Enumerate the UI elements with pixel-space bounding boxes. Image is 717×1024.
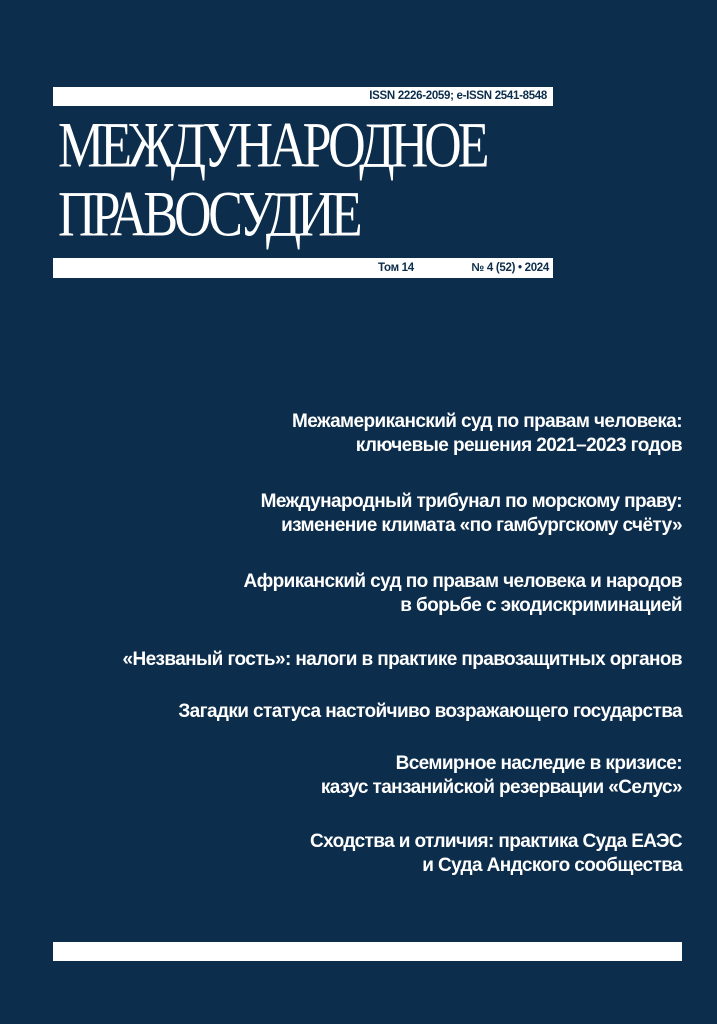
headline-item: [321, 752, 682, 800]
issue-bar: [53, 258, 553, 278]
headline-item: [122, 648, 682, 672]
headline-item: [310, 830, 682, 878]
headline-line: Международный трибунал по морскому праву:: [260, 491, 682, 512]
issue-number-text: № 4 (52) • 2024: [471, 262, 549, 274]
headline-item: [292, 410, 682, 458]
headline-line: в борьбе с экодискриминацией: [400, 595, 682, 616]
headline-line: казус танзанийской резервации «Селус»: [320, 777, 682, 798]
journal-title-line-2: ПРАВОСУДИЕ: [58, 179, 359, 251]
headline-line: «Незваный гость»: налоги в практике правозащитных органов: [122, 649, 682, 670]
headline-line: изменение климата «по гамбургскому счёту»: [281, 515, 682, 536]
headline-item: [178, 700, 682, 724]
headline-item: [243, 570, 682, 618]
headline-line: Межамериканский суд по правам человека:: [292, 411, 682, 432]
headline-line: и Суда Андского сообщества: [422, 855, 682, 876]
headline-line: ключевые решения 2021–2023 годов: [355, 435, 682, 456]
journal-title-line-1: МЕЖДУНАРОДНОЕ: [58, 110, 486, 182]
headline-line: Сходства и отличия: практика Суда ЕАЭС: [309, 831, 682, 852]
issn-bar: [53, 87, 553, 106]
issn-text: ISSN 2226-2059; e-ISSN 2541-8548: [369, 90, 547, 102]
volume-text: Том 14: [378, 262, 414, 274]
bottom-bar: [53, 942, 682, 961]
headline-item: [261, 490, 682, 538]
headline-line: Загадки статуса настойчиво возражающего государства: [178, 701, 682, 722]
headline-line: Африканский суд по правам человека и народов: [243, 571, 682, 592]
headline-line: Всемирное наследие в кризисе:: [395, 753, 682, 774]
